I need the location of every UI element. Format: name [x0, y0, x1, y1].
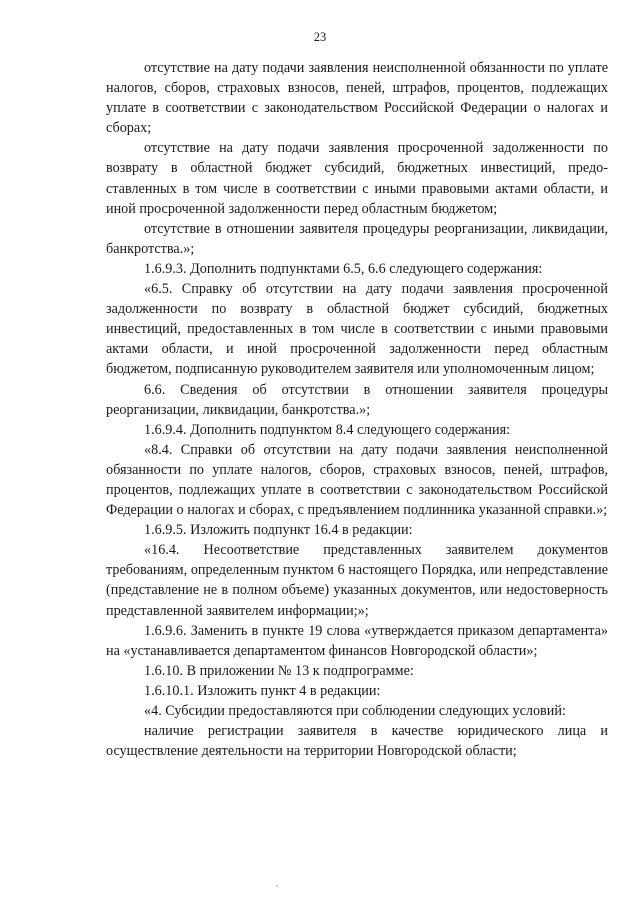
paragraph: 1.6.9.5. Изложить подпункт 16.4 в редакции:: [144, 522, 413, 539]
paragraph: 1.6.10.1. Изложить пункт 4 в редакции:: [144, 682, 381, 699]
paragraph: отсутствие на дату подачи заявления просроченной задолженности по возврату в областной бюджет субсидий, бюджетных инвестиций, предо-ставленных в том числе в соответствии с иными правовыми актами области, и иной просроченной задолженности перед областным бюджетом;: [106, 140, 608, 217]
paragraph: «8.4. Справки об отсутствии на дату подачи заявления неисполненной обязанности по уплате налогов, сборов, страховых взносов, пеней, штрафов, процентов, подлежащих уплате в соответствии с законодательством Российской Федерации о налогах и сборах, с предъявлением подлинника указанной справки.»;: [106, 441, 608, 519]
paragraph: «6.5. Справку об отсутствии на дату подачи заявления просроченной задолженности по возврату в областной бюджет субсидий, бюджетных инвестиций, предоставленных в том числе в соответствии с иными правовыми актами области, и иной просроченной задолженности перед областным бюджетом, подписанную руководителем заявителя или уполномоченным лицом;: [106, 281, 608, 378]
paragraph: «4. Субсидии предоставляются при соблюдении следующих условий:: [144, 703, 566, 719]
paragraph: наличие регистрации заявителя в качестве юридического лица и осуществление деятельности на территории Новгородской области;: [106, 723, 608, 760]
paragraph: 1.6.9.4. Дополнить подпунктом 8.4 следующего содержания:: [144, 421, 511, 438]
document-body: [106, 58, 608, 761]
paragraph: отсутствие на дату подачи заявления неисполненной обязанности по уплате налогов, сборов, страховых взносов, пеней, штрафов, процентов, подлежащих уплате в соответствии с законодательством Российской Федерации о налогах и сборах;: [106, 60, 608, 137]
paragraph: 1.6.9.3. Дополнить подпунктами 6.5, 6.6 следующего содержания:: [144, 260, 543, 277]
paragraph: «16.4. Несоответствие представленных заявителем документов требованиям, определенным пунктом 6 настоящего Порядка, или непредставление (представление не в полном объеме) указанных документов, или недостоверность представленной заявителем информации;»;: [106, 542, 608, 619]
paragraph: 1.6.10. В приложении № 13 к подпрограмме:: [144, 662, 414, 679]
paragraph: 1.6.9.6. Заменить в пункте 19 слова «утверждается приказом департамента» на «устанавливается департаментом финансов Новгородской области»;: [106, 622, 608, 659]
scan-dot: [276, 885, 278, 887]
paragraph: отсутствие в отношении заявителя процедуры реорганизации, ликвидации, банкротства.»;: [106, 220, 608, 257]
paragraph: 6.6. Сведения об отсутствии в отношении заявителя процедуры реорганизации, ликвидации, банкротства.»;: [106, 381, 608, 418]
page-number: 23: [313, 30, 327, 44]
